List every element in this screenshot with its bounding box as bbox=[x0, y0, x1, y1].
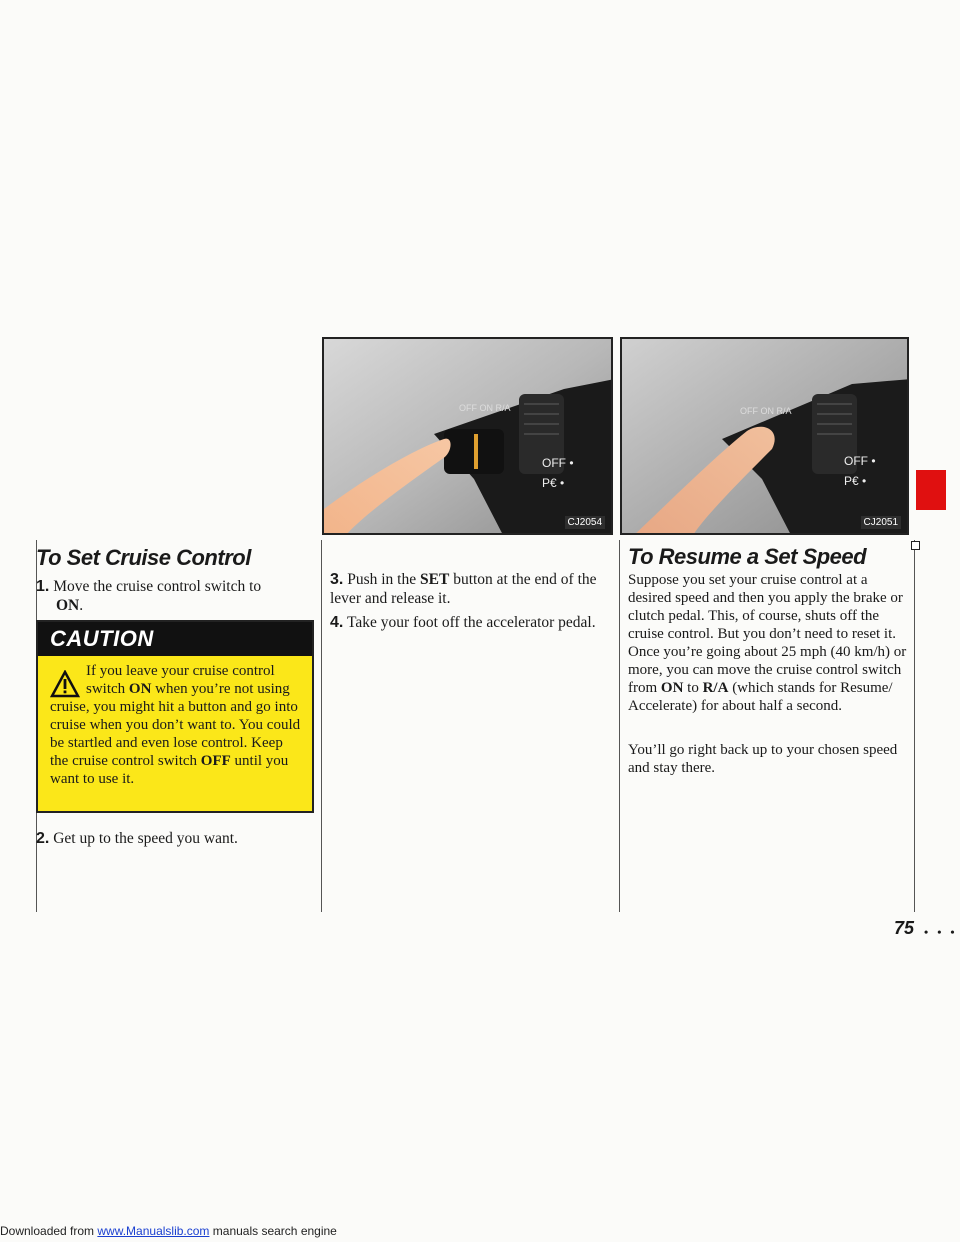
step-2 bbox=[36, 829, 306, 848]
section-title-set-cruise: To Set Cruise Control bbox=[36, 545, 251, 570]
manualslib-link[interactable]: www.Manualslib.com bbox=[97, 1224, 210, 1238]
key-ra: R/A bbox=[702, 680, 729, 696]
section-title-resume-speed: To Resume a Set Speed bbox=[628, 544, 867, 569]
para-text-a: Suppose you set your cruise control at a desired speed and then you apply the brake or clutch pedal. This, of course, shuts off the cruise control. But you don’t need to reset it. Once you’re going about 25 mph (40 km/h) or more, you can move the cruise control switch from bbox=[628, 572, 907, 696]
svg-text:OFF ON R/A: OFF ON R/A bbox=[459, 403, 511, 413]
photo-resume-switch bbox=[620, 337, 909, 535]
photo-code: CJ2051 bbox=[861, 516, 901, 529]
photo-illustration bbox=[622, 339, 909, 535]
section-tab-marker bbox=[916, 470, 946, 510]
caution-box bbox=[36, 620, 314, 813]
para-text-b: to bbox=[683, 680, 703, 696]
resume-paragraph bbox=[628, 571, 908, 715]
para-text-c: (which stands for Resume/ Accelerate) for about half a second. bbox=[628, 680, 893, 714]
svg-text:OFF •: OFF • bbox=[844, 454, 876, 468]
step-1 bbox=[36, 577, 306, 615]
step-number: 2. bbox=[36, 830, 50, 847]
column-rule-right bbox=[619, 540, 620, 912]
column-rule-middle bbox=[321, 540, 322, 912]
download-footer bbox=[0, 1224, 337, 1238]
svg-text:P€ •: P€ • bbox=[542, 476, 565, 490]
step-tail: . bbox=[79, 597, 84, 614]
corner-square-icon bbox=[911, 541, 920, 550]
resume-paragraph-2: You’ll go right back up to your chosen speed and stay there. bbox=[628, 742, 898, 776]
caution-text-2: when you’re not using cruise, you might hit a button and go into cruise when you don’t want to. You could be startled and even lose control. Keep the cruise control switch bbox=[50, 681, 301, 769]
step-text: Push in the bbox=[347, 571, 420, 588]
step-3 bbox=[330, 570, 608, 608]
step-text: Take your foot off the accelerator pedal. bbox=[346, 614, 596, 631]
step-number: 1. bbox=[36, 578, 50, 595]
caution-text-3: until you want to use it. bbox=[50, 753, 289, 787]
caution-body bbox=[38, 656, 312, 788]
page-number: 75 bbox=[894, 918, 915, 938]
page-dots: • • • bbox=[924, 925, 958, 939]
footer-prefix: Downloaded from bbox=[0, 1224, 98, 1238]
key-on: ON bbox=[660, 680, 684, 696]
caution-text-1: If you leave your cruise control switch bbox=[86, 663, 275, 697]
warning-triangle-icon bbox=[50, 670, 80, 698]
caution-key-on: ON bbox=[128, 681, 152, 697]
key-on: ON bbox=[56, 597, 80, 614]
step-text-tail: button at the end of the lever and release it. bbox=[330, 571, 597, 607]
step-4 bbox=[330, 613, 608, 632]
photo-illustration bbox=[324, 339, 613, 535]
key-set: SET bbox=[420, 571, 450, 588]
column-rule-edge bbox=[914, 540, 915, 912]
step-text: Move the cruise control switch to bbox=[53, 578, 262, 595]
svg-text:OFF •: OFF • bbox=[542, 456, 574, 470]
svg-text:P€ •: P€ • bbox=[844, 474, 867, 488]
photo-set-button bbox=[322, 337, 613, 535]
step-number: 3. bbox=[330, 571, 344, 588]
svg-text:OFF ON R/A: OFF ON R/A bbox=[740, 406, 792, 416]
footer-suffix: manuals search engine bbox=[209, 1224, 337, 1238]
step-number: 4. bbox=[330, 614, 344, 631]
photo-code: CJ2054 bbox=[565, 516, 605, 529]
caution-heading: CAUTION bbox=[38, 622, 312, 656]
caution-key-off: OFF bbox=[200, 753, 231, 769]
step-text: Get up to the speed you want. bbox=[53, 830, 238, 847]
